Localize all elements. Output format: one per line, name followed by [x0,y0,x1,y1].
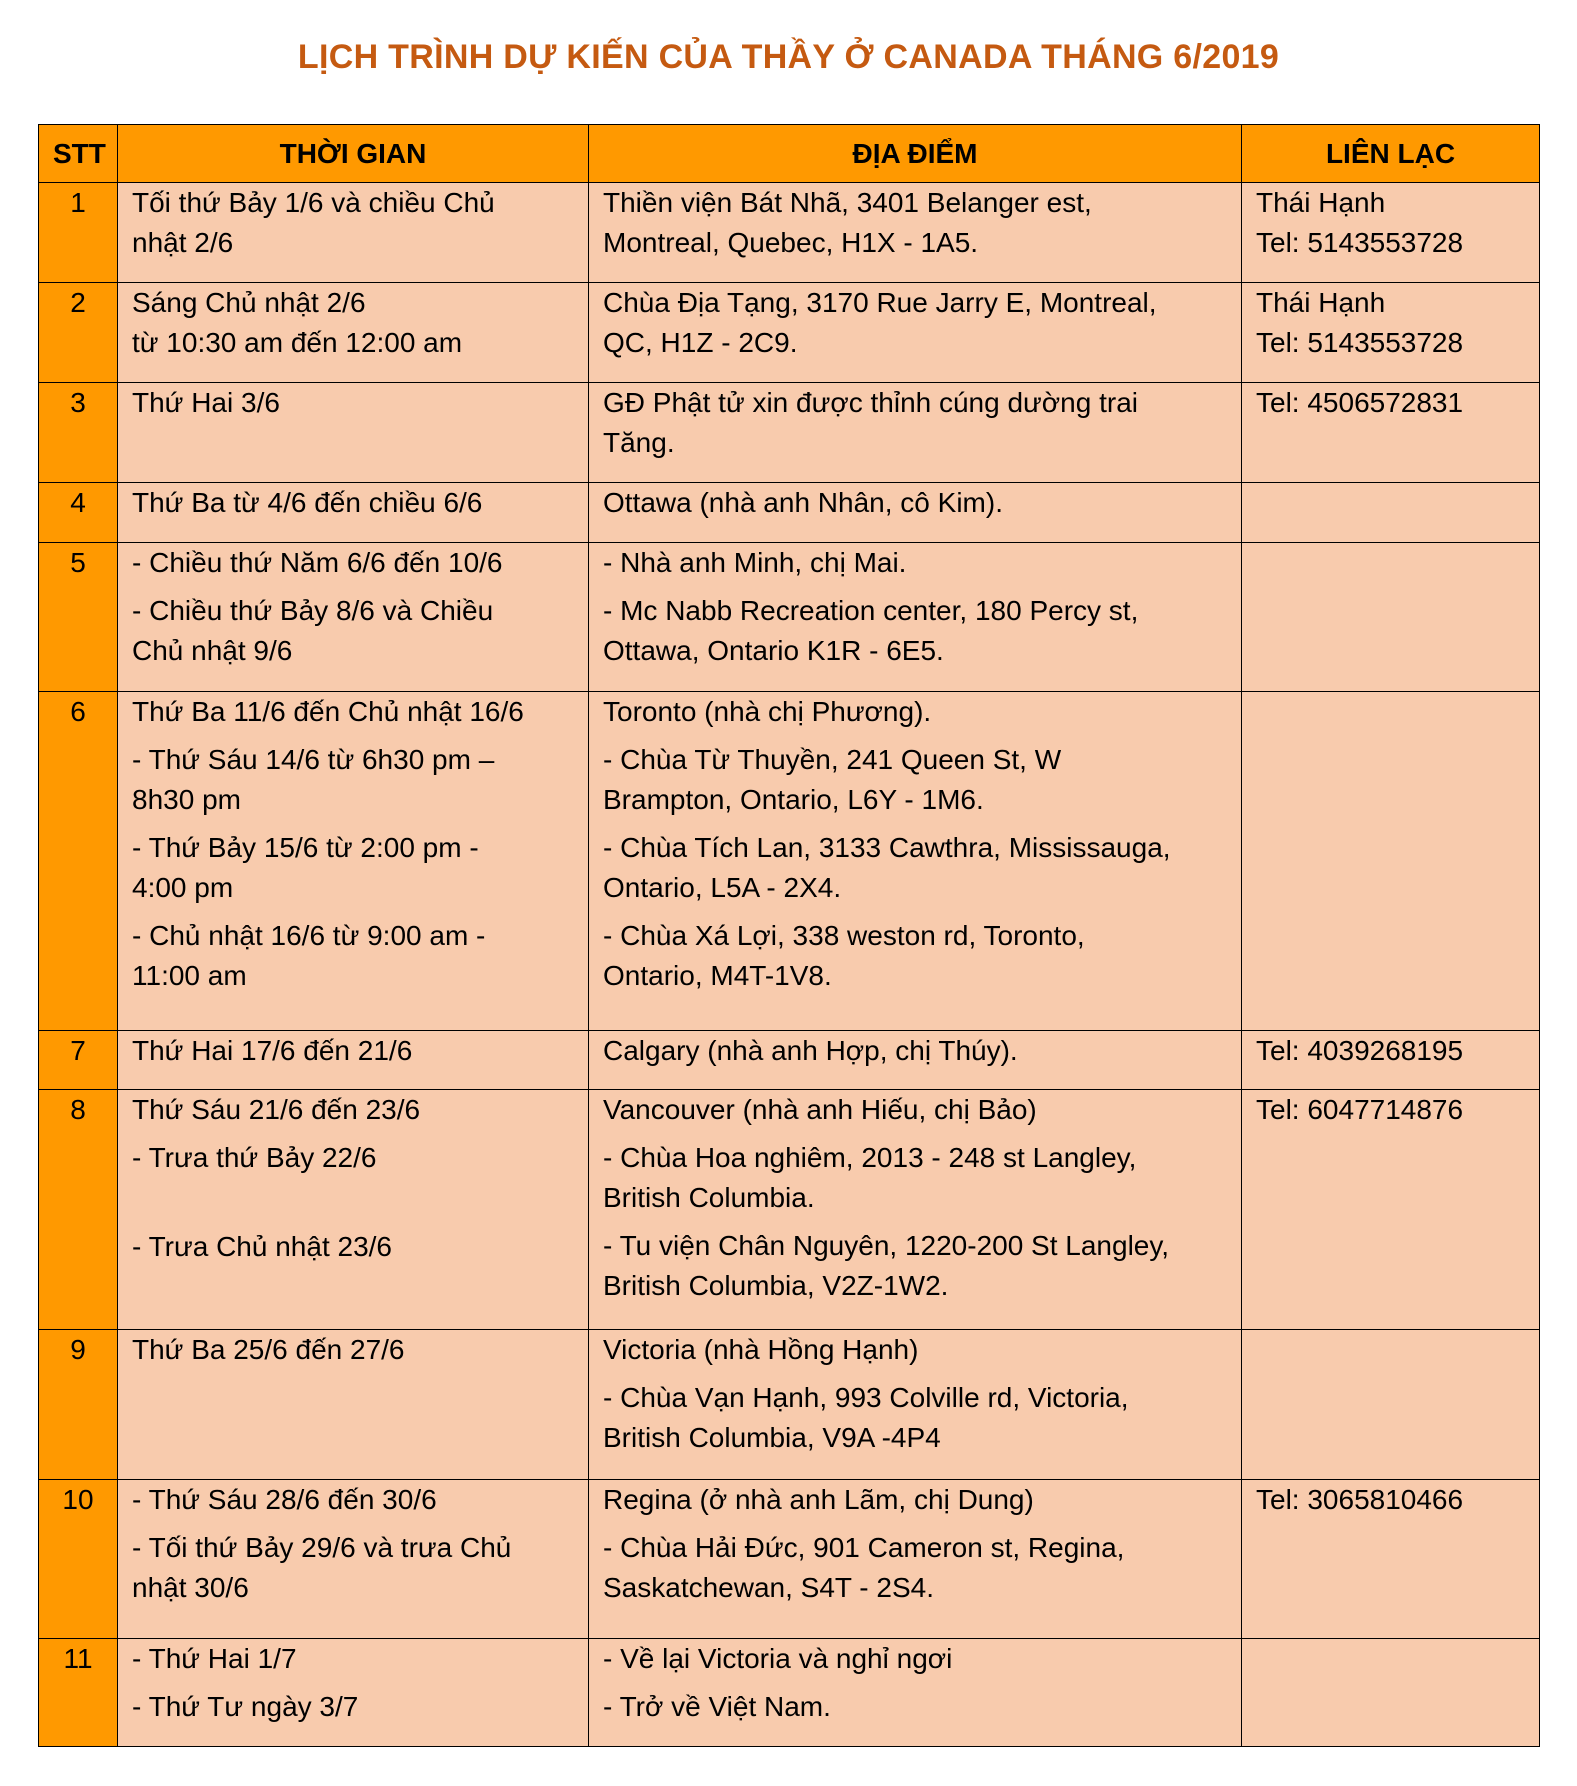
page-title: LỊCH TRÌNH DỰ KIẾN CỦA THẦY Ở CANADA THÁNG 6/2019 [297,38,1280,76]
time-line: Tối thứ Bảy 1/6 và chiều Chủ [132,187,495,218]
table-row [39,543,1540,692]
time-line: - Thứ Tư ngày 3/7 [132,1691,359,1722]
row-number: 7 [39,1031,118,1090]
place-line: Saskatchewan, S4T - 2S4. [603,1572,934,1603]
time-line: Sáng Chủ nhật 2/6 [132,287,366,318]
time-line: - Thứ Bảy 15/6 từ 2:00 pm - [132,832,479,863]
place-cell [589,483,1242,543]
row-number: 9 [39,1330,118,1480]
place-line: Brampton, Ontario, L6Y - 1M6. [603,784,984,815]
row-number: 5 [39,543,118,692]
place-cell [589,283,1242,383]
time-line: Thứ Hai 3/6 [132,387,280,418]
time-line: Thứ Hai 17/6 đến 21/6 [132,1035,413,1066]
table-row [39,1031,1540,1090]
time-cell [118,383,589,483]
place-cell [589,183,1242,283]
contact-line: Tel: 6047714876 [1256,1094,1464,1125]
place-line: Vancouver (nhà anh Hiếu, chị Bảo) [603,1094,1037,1125]
time-line: Thứ Ba 25/6 đến 27/6 [132,1334,405,1365]
row-number: 11 [39,1639,118,1747]
time-cell [118,1090,589,1330]
time-cell [118,1031,589,1090]
place-line: - Chùa Hoa nghiêm, 2013 - 248 st Langley, [603,1142,1137,1173]
place-line: - Chùa Từ Thuyền, 241 Queen St, W [603,744,1062,775]
time-cell [118,543,589,692]
place-line: British Columbia, V2Z-1W2. [603,1270,949,1301]
contact-cell [1242,692,1540,1031]
time-cell [118,183,589,283]
table-row [39,1330,1540,1480]
place-line: - Chùa Tích Lan, 3133 Cawthra, Mississauga, [603,832,1171,863]
contact-line: Tel: 5143553728 [1256,327,1464,358]
place-line: - Về lại Victoria và nghỉ ngơi [603,1643,953,1674]
contact-cell [1242,1639,1540,1747]
time-line: - Chiều thứ Năm 6/6 đến 10/6 [132,547,503,578]
place-line: - Nhà anh Minh, chị Mai. [603,547,907,578]
contact-cell [1242,483,1540,543]
time-cell [118,483,589,543]
time-line: - Thứ Sáu 14/6 từ 6h30 pm – [132,744,495,775]
contact-cell [1242,1031,1540,1090]
row-number: 6 [39,692,118,1031]
table-row [39,1090,1540,1330]
place-line: - Chùa Vạn Hạnh, 993 Colville rd, Victoria, [603,1382,1129,1413]
time-line: - Chiều thứ Bảy 8/6 và Chiều [132,595,494,626]
row-number: 2 [39,283,118,383]
place-line: - Chùa Hải Đức, 901 Cameron st, Regina, [603,1532,1125,1563]
table-row [39,1480,1540,1639]
contact-cell [1242,1480,1540,1639]
place-line: Tăng. [603,427,675,458]
place-line: - Trở về Việt Nam. [603,1691,831,1722]
place-line: Chùa Địa Tạng, 3170 Rue Jarry E, Montreal, [603,287,1157,318]
time-line: - Trưa Chủ nhật 23/6 [132,1231,392,1262]
place-line: Ontario, L5A - 2X4. [603,872,842,903]
table-row [39,283,1540,383]
time-cell [118,692,589,1031]
time-line: - Thứ Sáu 28/6 đến 30/6 [132,1484,437,1515]
row-number: 10 [39,1480,118,1639]
time-line: 11:00 am [132,960,247,991]
table-row [39,483,1540,543]
table-row [39,692,1540,1031]
place-line: - Mc Nabb Recreation center, 180 Percy st, [603,595,1139,626]
place-line: Montreal, Quebec, H1X - 1A5. [603,227,979,258]
place-line: Regina (ở nhà anh Lãm, chị Dung) [603,1484,1034,1515]
contact-line: Thái Hạnh [1256,187,1386,218]
schedule-table [38,124,1540,1747]
place-line: British Columbia. [603,1182,815,1213]
place-line: Victoria (nhà Hồng Hạnh) [603,1334,919,1365]
place-line: Ontario, M4T-1V8. [603,960,832,991]
table-row [39,183,1540,283]
time-line: - Chủ nhật 16/6 từ 9:00 am - [132,920,486,951]
place-line: Ottawa, Ontario K1R - 6E5. [603,635,944,666]
place-cell [589,1330,1242,1480]
time-line: - Thứ Hai 1/7 [132,1643,297,1674]
place-line: Calgary (nhà anh Hợp, chị Thúy). [603,1035,1018,1066]
place-line: - Tu viện Chân Nguyên, 1220-200 St Langley, [603,1230,1170,1261]
contact-line: Tel: 4506572831 [1256,387,1464,418]
header-time: THỜI GIAN [118,125,589,183]
place-line: Thiền viện Bát Nhã, 3401 Belanger est, [603,187,1092,218]
contact-cell [1242,283,1540,383]
row-number: 4 [39,483,118,543]
place-cell [589,1639,1242,1747]
contact-line: Tel: 5143553728 [1256,227,1464,258]
row-number: 3 [39,383,118,483]
header-stt: STT [39,125,118,183]
contact-line: Tel: 4039268195 [1256,1035,1464,1066]
place-line: Toronto (nhà chị Phương). [603,696,932,727]
time-cell [118,283,589,383]
contact-cell [1242,543,1540,692]
place-cell [589,1031,1242,1090]
time-line: nhật 30/6 [132,1572,249,1603]
place-line: British Columbia, V9A -4P4 [603,1422,941,1453]
time-line: - Trưa thứ Bảy 22/6 [132,1142,377,1173]
time-cell [118,1480,589,1639]
place-cell [589,543,1242,692]
time-line: Thứ Ba 11/6 đến Chủ nhật 16/6 [132,696,524,727]
place-cell [589,692,1242,1031]
row-number: 8 [39,1090,118,1330]
contact-cell [1242,1330,1540,1480]
contact-cell [1242,183,1540,283]
contact-line: Tel: 3065810466 [1256,1484,1464,1515]
time-line: 8h30 pm [132,784,241,815]
contact-line: Thái Hạnh [1256,287,1386,318]
place-line: - Chùa Xá Lợi, 338 weston rd, Toronto, [603,920,1085,951]
time-line: Chủ nhật 9/6 [132,635,293,666]
time-line: từ 10:30 am đến 12:00 am [132,327,463,358]
time-line: Thứ Sáu 21/6 đến 23/6 [132,1094,421,1125]
time-line: - Tối thứ Bảy 29/6 và trưa Chủ [132,1532,512,1563]
contact-cell [1242,1090,1540,1330]
table-row [39,1639,1540,1747]
header-row [39,125,1540,183]
row-number: 1 [39,183,118,283]
time-line: nhật 2/6 [132,227,234,258]
table-row [39,383,1540,483]
place-line: Ottawa (nhà anh Nhân, cô Kim). [603,487,1003,518]
header-contact: LIÊN LẠC [1242,125,1540,183]
time-line: Thứ Ba từ 4/6 đến chiều 6/6 [132,487,483,518]
header-place: ĐỊA ĐIỂM [589,125,1242,183]
place-cell [589,1090,1242,1330]
place-line: GĐ Phật tử xin được thỉnh cúng dường trai [603,387,1138,418]
place-cell [589,1480,1242,1639]
contact-cell [1242,383,1540,483]
place-line: QC, H1Z - 2C9. [603,327,798,358]
time-cell [118,1639,589,1747]
time-cell [118,1330,589,1480]
time-line: 4:00 pm [132,872,234,903]
place-cell [589,383,1242,483]
